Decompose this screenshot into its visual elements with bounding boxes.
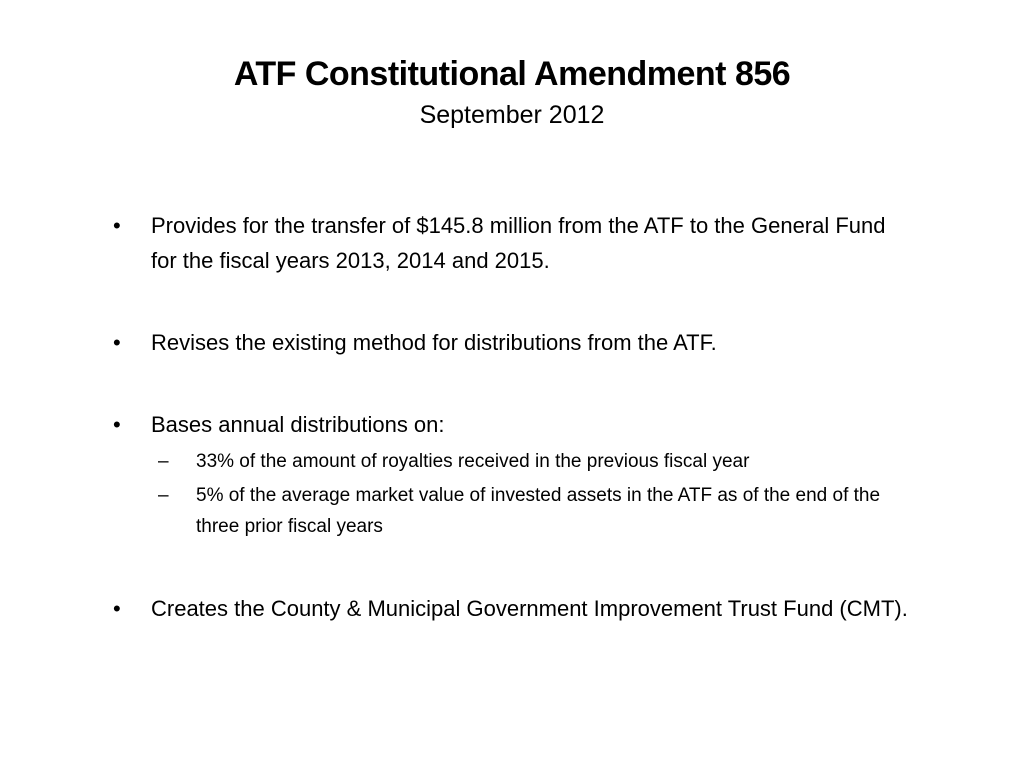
- sub-bullet-item: [158, 480, 913, 542]
- bullet-text: Creates the County & Municipal Government Improvement Trust Fund (CMT).: [151, 596, 908, 621]
- slide-title: ATF Constitutional Amendment 856: [233, 55, 791, 93]
- bullet-dot-icon: •: [113, 596, 121, 621]
- title-block: [0, 52, 1024, 132]
- bullet-item: [113, 591, 913, 626]
- sub-bullet-text: 5% of the average market value of invested assets in the ATF as of the end of the three prior fiscal years: [196, 485, 881, 537]
- bullet-dot-icon: •: [113, 412, 121, 437]
- slide-subtitle: September 2012: [419, 101, 605, 129]
- sub-bullet-text: 33% of the amount of royalties received in the previous fiscal year: [196, 451, 750, 472]
- bullet-item: [113, 208, 913, 278]
- dash-icon: –: [158, 485, 169, 506]
- bullet-text: Revises the existing method for distributions from the ATF.: [151, 330, 717, 355]
- bullet-dot-icon: •: [113, 330, 121, 355]
- dash-icon: –: [158, 451, 169, 472]
- bullet-text: Provides for the transfer of $145.8 million from the ATF to the General Fund for the fiscal years 2013, 2014 and 2015.: [151, 213, 886, 273]
- sub-bullet-item: [158, 446, 913, 477]
- bullet-item: [113, 407, 913, 442]
- bullet-text: Bases annual distributions on:: [151, 412, 445, 437]
- bullet-dot-icon: •: [113, 213, 121, 238]
- bullet-list: [113, 208, 913, 626]
- sub-bullet-list: [113, 446, 913, 542]
- bullet-item: [113, 325, 913, 360]
